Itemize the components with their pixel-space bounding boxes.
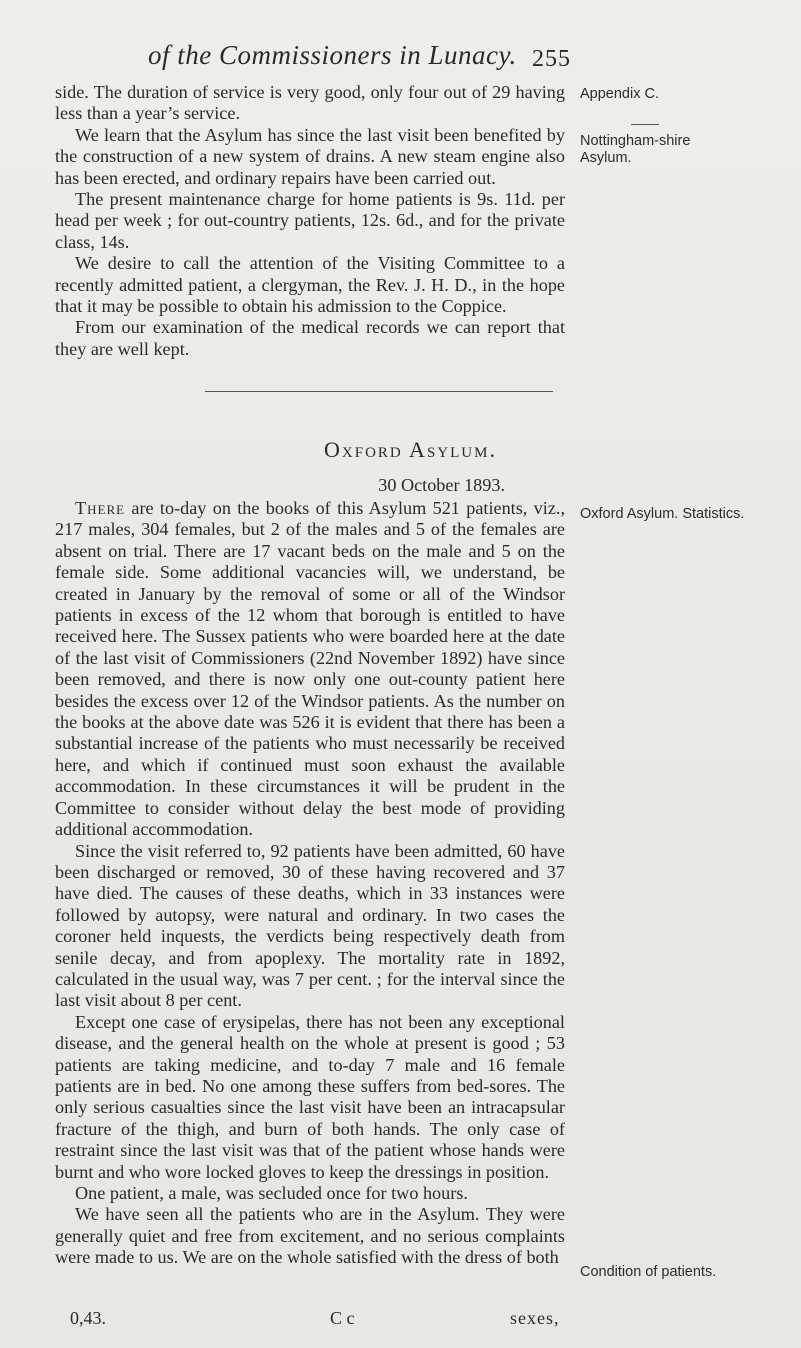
paragraph-drains: We learn that the Asylum has since the last visit been benefited by the construction of a new system of drains. A new steam engine also has been erected, and ordinary repairs have been carried out. <box>55 124 565 188</box>
paragraph-general-health: Except one case of erysipelas, there has not been any exceptional disease, and the general health on the whole at present is good ; 53 patients are taking medicine, and to-day 7 male and 16 female patients are in bed. No one among these suffers from bed-sores. The only serious casualties since the last visit have been an intracapsular fracture of the thigh, and burn of both hands. The only case of restraint since the last visit was that of the patient whose hands were burnt and who wore locked gloves to keep the dressings in position. <box>55 1011 565 1182</box>
paragraph-patients-seen: We have seen all the patients who are in the Asylum. They were generally quiet and free from excitement, and no serious complaints were made to us. We are on the whole satisfied with the dress of both <box>55 1204 565 1268</box>
catchword: sexes, <box>510 1308 560 1328</box>
footer-print-code: 0,43. <box>70 1308 106 1328</box>
paragraph-patient-numbers <box>55 498 565 841</box>
signature-mark: C c <box>330 1308 355 1328</box>
margin-note-appendix: Appendix C. <box>580 86 659 102</box>
paragraph-medical-records: From our examination of the medical records we can report that they are well kept. <box>55 317 565 359</box>
page-number: 255 <box>532 46 571 72</box>
running-head <box>0 36 801 76</box>
paragraph-admissions-deaths: Since the visit referred to, 92 patients have been admitted, 60 have been discharged or removed, 30 of these having recovered and 37 have died. The causes of these deaths, which in 33 instances were followed by autopsy, were natural and ordinary. In two cases the coroner held inquests, the verdicts being respectively death from senile decay, and from apoplexy. The mortality rate in 1892, calculated in the usual way, was 7 per cent. ; for the interval since the last visit about 8 per cent. <box>55 840 565 1011</box>
section-divider <box>205 391 553 392</box>
paragraph-maintenance-charge: The present maintenance charge for home patients is 9s. 11d. per head per week ; for out-country patients, 12s. 6d., and for the private class, 14s. <box>55 189 565 252</box>
paragraph-clergyman: We desire to call the attention of the Visiting Committee to a recently admitted patient, a clergyman, the Rev. J. H. D., in the hope that it may be possible to obtain his admission to the Coppice. <box>55 253 565 317</box>
margin-note-oxford-statistics: Oxford Asylum. Statistics. <box>580 506 745 522</box>
lead-paragraph-rest: are to-day on the books of this Asylum 521 patients, viz., 217 males, 304 females, but 2 of the males and 5 of the females are absent on trial. There are 17 vacant beds on the male and 5 on the female side. Some additional vacancies will, we understand, be created in January by the removal of some or all of the Windsor patients in excess of the 12 whom that borough is entitled to have received here. The Sussex patients who were boarded here at the date of the last visit of Commissioners (22nd November 1892) have since been removed, and there is now only one out-county patient here besides the excess over 12 of the Windsor patients. As the number on the books at the above date was 526 it is evident that there has been a substantial increase of the patients who must necessarily be received here, and which if continued must soon exhaust the available accommodation. In these circumstances it will be prudent in the Committee to consider without delay the best mode of providing additional accommodation. <box>55 498 565 840</box>
margin-note-nottingham: Nottingham-shire Asylum. <box>580 133 691 166</box>
paragraph-seclusion: One patient, a male, was secluded once for two hours. <box>75 1183 468 1203</box>
section-heading: Oxford Asylum. <box>324 437 497 462</box>
margin-divider <box>631 124 659 125</box>
page-footer <box>0 1308 801 1332</box>
paragraph-service-duration: side. The duration of service is very good, only four out of 29 having less than a year’s service. <box>55 82 565 124</box>
top-text-block <box>55 82 565 360</box>
running-title: of the Commissioners in Lunacy. <box>148 40 517 70</box>
section-date: 30 October 1893. <box>378 475 505 495</box>
lead-word: There <box>75 498 126 518</box>
oxford-text-block <box>55 498 565 1269</box>
margin-note-condition: Condition of patients. <box>580 1264 717 1280</box>
